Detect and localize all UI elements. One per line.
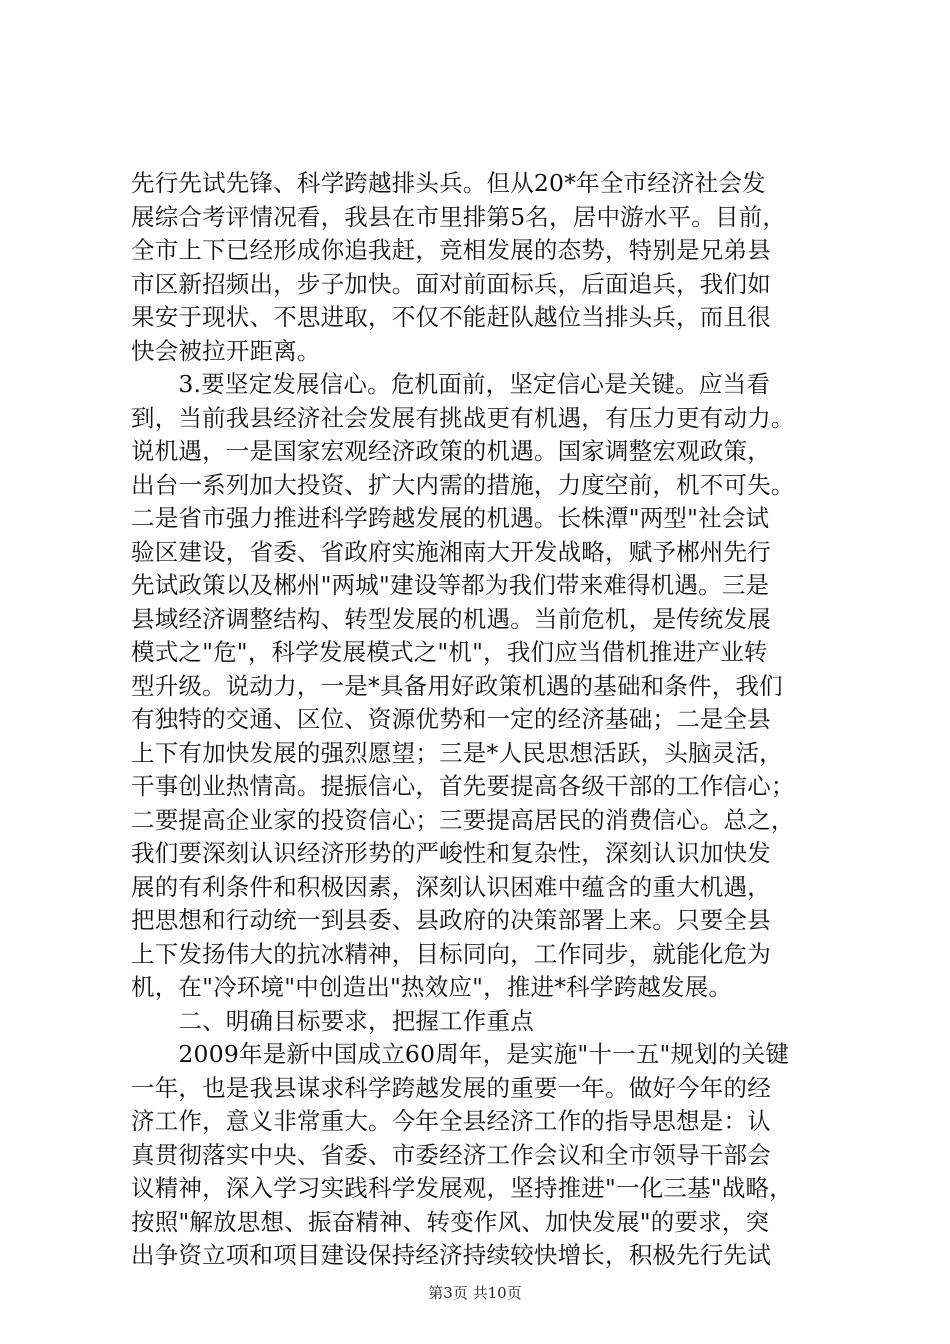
text-line: 验区建设，省委、省政府实施湘南大开发战略，赋予郴州先行 (131, 537, 771, 566)
text-line: 济工作，意义非常重大。今年全县经济工作的指导思想是：认 (131, 1107, 771, 1135)
page-number-footer: 第3页 共10页 (428, 1284, 522, 1302)
text-line: 果安于现状、不思进取，不仅不能赶队越位当排头兵，而且很 (131, 303, 771, 331)
text-line: 出争资立项和项目建设保持经济持续较快增长，积极先行先试 (131, 1241, 771, 1269)
text-line: 市区新招频出，步子加快。面对前面标兵，后面追兵，我们如 (131, 269, 771, 298)
text-line: 快会被拉开距离。 (131, 336, 321, 365)
text-line: 把思想和行动统一到县委、县政府的决策部署上来。只要全县 (131, 906, 771, 934)
text-line: 真贯彻落实中央、省委、市委经济工作会议和全市领导干部会 (131, 1140, 771, 1169)
text-line: 我们要深刻认识经济形势的严峻性和复杂性，深刻认识加快发 (131, 839, 771, 867)
text-line: 说机遇，一是国家宏观经济政策的机遇。国家调整宏观政策， (131, 437, 771, 465)
text-line: 出台一系列加大投资、扩大内需的措施，力度空前，机不可失。 (131, 470, 795, 499)
text-line: 上下发扬伟大的抗冰精神，目标同向，工作同步，就能化危为 (131, 939, 771, 968)
text-line: 机，在"冷环境"中创造出"热效应"，推进*科学跨越发展。 (131, 973, 733, 1001)
text-line: 3.要坚定发展信心。危机面前，坚定信心是关键。应当看 (131, 370, 771, 398)
text-line: 型升级。说动力，一是*具备用好政策机遇的基础和条件，我们 (131, 671, 783, 700)
text-line: 全市上下已经形成你追我赶，竞相发展的态势，特别是兄弟县 (131, 236, 771, 264)
document-body (131, 167, 831, 1273)
text-line: 二要提高企业家的投资信心；三要提高居民的消费信心。总之， (131, 805, 795, 834)
text-line: 先试政策以及郴州"两城"建设等都为我们带来难得机遇。三是 (131, 571, 770, 599)
text-line: 一年，也是我县谋求科学跨越发展的重要一年。做好今年的经 (131, 1073, 771, 1102)
text-line: 2009年是新中国成立60周年，是实施"十一五"规划的关键 (131, 1040, 790, 1068)
text-line: 上下有加快发展的强烈愿望；三是*人民思想活跃，头脑灵活， (131, 738, 783, 767)
text-line: 二是省市强力推进科学跨越发展的机遇。长株潭"两型"社会试 (131, 504, 770, 532)
text-line: 模式之"危"，科学发展模式之"机"，我们应当借机推进产业转 (131, 638, 768, 666)
text-line: 县域经济调整结构、转型发展的机遇。当前危机，是传统发展 (131, 604, 771, 633)
section-heading: 二、明确目标要求，把握工作重点 (131, 1006, 534, 1035)
text-line: 展综合考评情况看，我县在市里排第5名，居中游水平。目前， (131, 202, 787, 231)
text-line: 有独特的交通、区位、资源优势和一定的经济基础；二是全县 (131, 705, 771, 733)
text-line: 展的有利条件和积极因素，深刻认识困难中蕴含的重大机遇， (131, 872, 771, 901)
text-line: 先行先试先锋、科学跨越排头兵。但从20*年全市经济社会发 (131, 169, 766, 197)
text-line: 干事创业热情高。提振信心，首先要提高各级干部的工作信心； (131, 772, 795, 800)
text-line: 到，当前我县经济社会发展有挑战更有机遇，有压力更有动力。 (131, 403, 795, 432)
text-line: 按照"解放思想、振奋精神、转变作风、加快发展"的要求，突 (131, 1207, 770, 1236)
text-line: 议精神，深入学习实践科学发展观，坚持推进"一化三基"战略， (131, 1174, 793, 1202)
